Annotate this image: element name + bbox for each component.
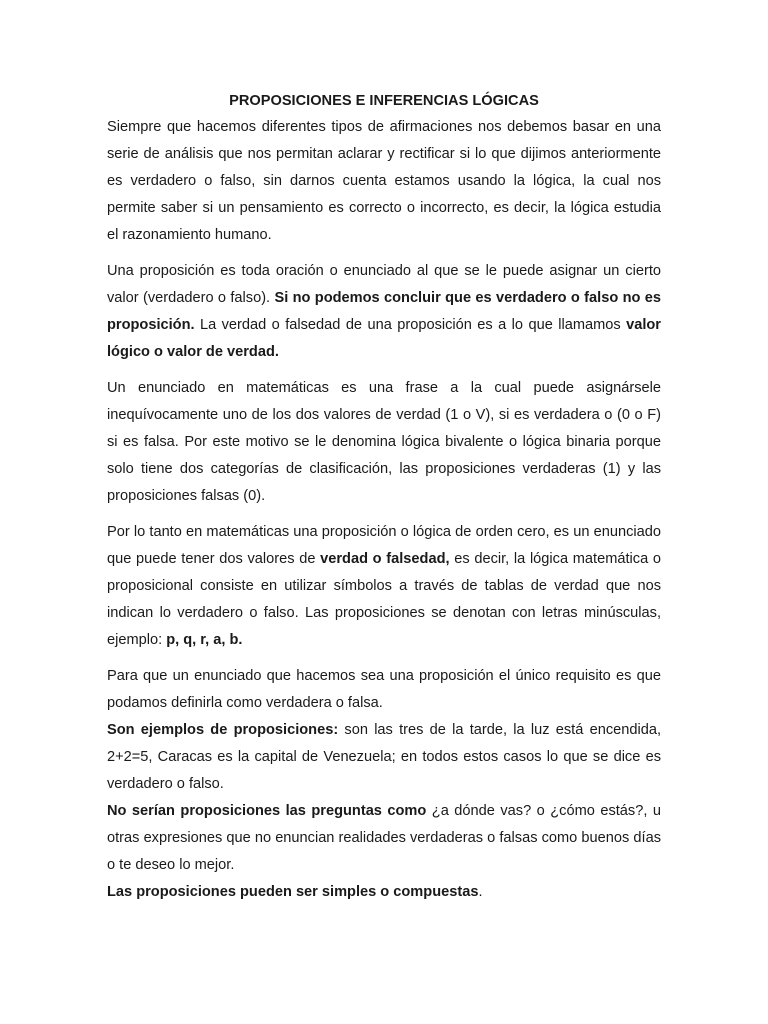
definition-text: Una proposición es toda oración o enunciado al que se le puede asignar un cierto valor (verdadero o falso). <box>107 263 661 306</box>
document-page <box>107 88 661 906</box>
examples-bold: Son ejemplos de proposiciones: <box>107 722 339 738</box>
paragraph-gap <box>107 510 661 519</box>
simple-compound-bold: Las proposiciones pueden ser simples o compuestas <box>107 884 479 900</box>
zero-order-text-2: es decir, la lógica matemática o proposicional consiste en utilizar símbolos a través de tablas de verdad que nos indican lo verdadero o falso. Las proposiciones se denotan con letras minúsculas, ejemplo: <box>107 551 661 648</box>
paragraph-intro: Siempre que hacemos diferentes tipos de afirmaciones nos debemos basar en una serie de análisis que nos permitan aclarar y rectificar si lo que dijimos anteriormente es verdadero o falso, sin darnos cuenta estamos usando la lógica, la cual nos permite saber si un pensamiento es correcto o incorrecto, es decir, la lógica estudia el razonamiento humano. <box>107 119 661 243</box>
paragraph-statement: Un enunciado en matemáticas es una frase a la cual puede asignársele inequívocamente uno de los dos valores de verdad (1 o V), si es verdadera o (0 o F) si es falsa. Por este motivo se le denomina lógica bivalente o lógica binaria porque solo tiene dos categorías de clasificación, las proposiciones verdaderas (1) y las proposiciones falsas (0). <box>107 380 661 504</box>
definition-bold-2: valor lógico o valor de verdad. <box>107 317 661 360</box>
paragraph-zero-order <box>107 519 661 654</box>
non-examples-bold: No serían proposiciones las preguntas como <box>107 803 427 819</box>
paragraph-simple-compound <box>107 879 661 906</box>
paragraph-gap <box>107 366 661 375</box>
simple-compound-period: . <box>478 884 483 900</box>
paragraph-gap <box>107 654 661 663</box>
definition-text-2: La verdad o falsedad de una proposición es a lo que llamamos <box>194 317 627 333</box>
zero-order-text: Por lo tanto en matemáticas una proposición o lógica de orden cero, es un enunciado que puede tener dos valores de <box>107 524 661 567</box>
zero-order-bold: verdad o falsedad, <box>320 551 450 567</box>
paragraph-gap <box>107 249 661 258</box>
non-examples-text: ¿a dónde vas? o ¿cómo estás?, u otras expresiones que no enuncian realidades verdaderas o falsas como buenos días o te deseo lo mejor. <box>107 803 661 873</box>
document-title: PROPOSICIONES E INFERENCIAS LÓGICAS <box>229 93 539 109</box>
examples-text: son las tres de la tarde, la luz está encendida, 2+2=5, Caracas es la capital de Venezuela; en todos estos casos lo que se dice es verdadero o falso. <box>107 722 662 792</box>
definition-bold: Si no podemos concluir que es verdadero o falso no es proposición. <box>107 290 661 333</box>
paragraph-definition <box>107 258 661 366</box>
zero-order-bold-2: p, q, r, a, b. <box>166 632 243 648</box>
paragraph-non-examples <box>107 798 661 879</box>
paragraph-requirement: Para que un enunciado que hacemos sea una proposición el único requisito es que podamos definirla como verdadera o falsa. <box>107 668 661 711</box>
paragraph-examples <box>107 717 661 798</box>
